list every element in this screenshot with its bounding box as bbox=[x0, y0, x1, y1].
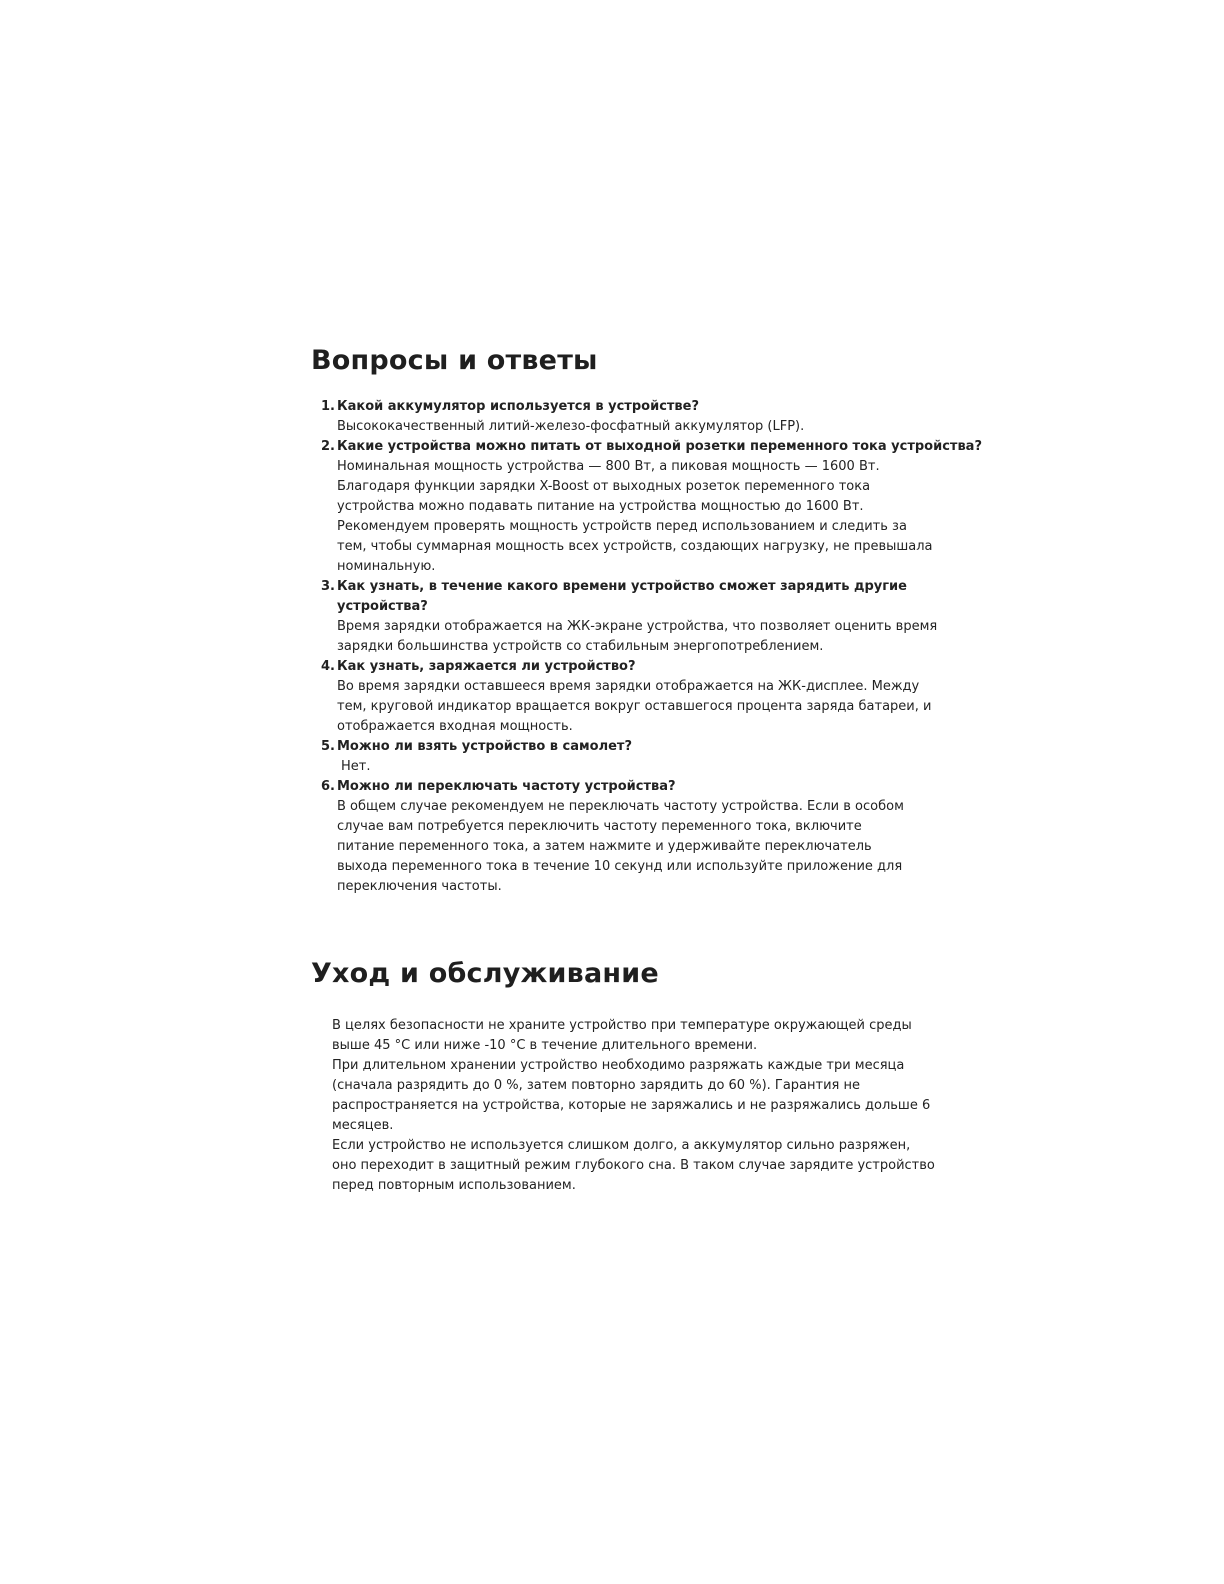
faq-number: 5. bbox=[321, 739, 335, 754]
answer-line: тем, чтобы суммарная мощность всех устройств, создающих нагрузку, не превышала bbox=[337, 539, 933, 554]
question-line: Можно ли переключать частоту устройства? bbox=[337, 779, 676, 794]
faq-number: 1. bbox=[321, 399, 335, 414]
faq-number: 3. bbox=[321, 579, 335, 594]
answer-line: Время зарядки отображается на ЖК-экране устройства, что позволяет оценить время bbox=[337, 619, 938, 634]
answer-line: выхода переменного тока в течение 10 секунд или используйте приложение для bbox=[337, 859, 903, 874]
faq-answer bbox=[337, 797, 911, 897]
care-line: оно переходит в защитный режим глубокого сна. В таком случае зарядите устройство bbox=[332, 1158, 935, 1173]
faq-number: 4. bbox=[321, 659, 335, 674]
answer-line: В общем случае рекомендуем не переключать частоту устройства. Если в особом bbox=[337, 799, 904, 814]
answer-line: переключения частоты. bbox=[337, 879, 502, 894]
answer-line: номинальную. bbox=[337, 559, 436, 574]
faq-answer bbox=[337, 417, 911, 437]
answer-line: Благодаря функции зарядки X-Boost от выходных розеток переменного тока bbox=[337, 479, 871, 494]
faq-answer bbox=[337, 617, 938, 657]
question-line: Какой аккумулятор используется в устройстве? bbox=[337, 399, 700, 414]
faq-question bbox=[337, 777, 911, 797]
faq-item bbox=[311, 777, 911, 897]
care-line: выше 45 °C или ниже -10 °C в течение длительного времени. bbox=[332, 1038, 758, 1053]
question-line: Как узнать, в течение какого времени устройство сможет зарядить другие bbox=[337, 579, 907, 594]
faq-item bbox=[311, 657, 932, 737]
faq-number: 6. bbox=[321, 779, 335, 794]
faq-number: 2. bbox=[321, 439, 335, 454]
faq-item bbox=[311, 397, 911, 437]
answer-line: Высококачественный литий-железо-фосфатный аккумулятор (LFP). bbox=[337, 419, 805, 434]
care-line: В целях безопасности не храните устройство при температуре окружающей среды bbox=[332, 1018, 912, 1033]
question-line: Какие устройства можно питать от выходной розетки переменного тока устройства? bbox=[337, 439, 982, 454]
faq-question bbox=[337, 397, 911, 417]
faq-question bbox=[337, 737, 911, 757]
answer-line: Рекомендуем проверять мощность устройств перед использованием и следить за bbox=[337, 519, 907, 534]
care-line: распространяется на устройства, которые не заряжались и не разряжались дольше 6 bbox=[332, 1098, 931, 1113]
question-line: Можно ли взять устройство в самолет? bbox=[337, 739, 632, 754]
care-heading: Уход и обслуживание bbox=[311, 958, 659, 989]
answer-line: Нет. bbox=[341, 759, 371, 774]
care-line: Если устройство не используется слишком долго, а аккумулятор сильно разряжен, bbox=[332, 1138, 911, 1153]
faq-item bbox=[311, 737, 911, 777]
care-line: месяцев. bbox=[332, 1118, 394, 1133]
answer-line: Во время зарядки оставшееся время зарядки отображается на ЖК-дисплее. Между bbox=[337, 679, 920, 694]
care-text bbox=[332, 1016, 935, 1196]
care-line: (сначала разрядить до 0 %, затем повторно зарядить до 60 %). Гарантия не bbox=[332, 1078, 860, 1093]
answer-line: устройства можно подавать питание на устройства мощностью до 1600 Вт. bbox=[337, 499, 864, 514]
faq-answer bbox=[337, 757, 911, 777]
answer-line: зарядки большинства устройств со стабильным энергопотреблением. bbox=[337, 639, 824, 654]
question-line: устройства? bbox=[337, 599, 428, 614]
faq-answer bbox=[337, 457, 933, 577]
faq-question bbox=[337, 657, 911, 677]
answer-line: отображается входная мощность. bbox=[337, 719, 573, 734]
faq-list bbox=[311, 397, 982, 897]
care-line: При длительном хранении устройство необходимо разряжать каждые три месяца bbox=[332, 1058, 905, 1073]
faq-question bbox=[337, 437, 982, 457]
faq-item bbox=[311, 577, 938, 657]
answer-line: тем, круговой индикатор вращается вокруг оставшегося процента заряда батареи, и bbox=[337, 699, 932, 714]
answer-line: случае вам потребуется переключить частоту переменного тока, включите bbox=[337, 819, 862, 834]
faq-question bbox=[337, 577, 911, 617]
faq-answer bbox=[337, 677, 932, 737]
faq-item bbox=[311, 437, 982, 577]
question-line: Как узнать, заряжается ли устройство? bbox=[337, 659, 636, 674]
care-line: перед повторным использованием. bbox=[332, 1178, 576, 1193]
faq-heading: Вопросы и ответы bbox=[311, 345, 598, 376]
answer-line: Номинальная мощность устройства — 800 Вт, а пиковая мощность — 1600 Вт. bbox=[337, 459, 880, 474]
answer-line: питание переменного тока, а затем нажмите и удерживайте переключатель bbox=[337, 839, 872, 854]
